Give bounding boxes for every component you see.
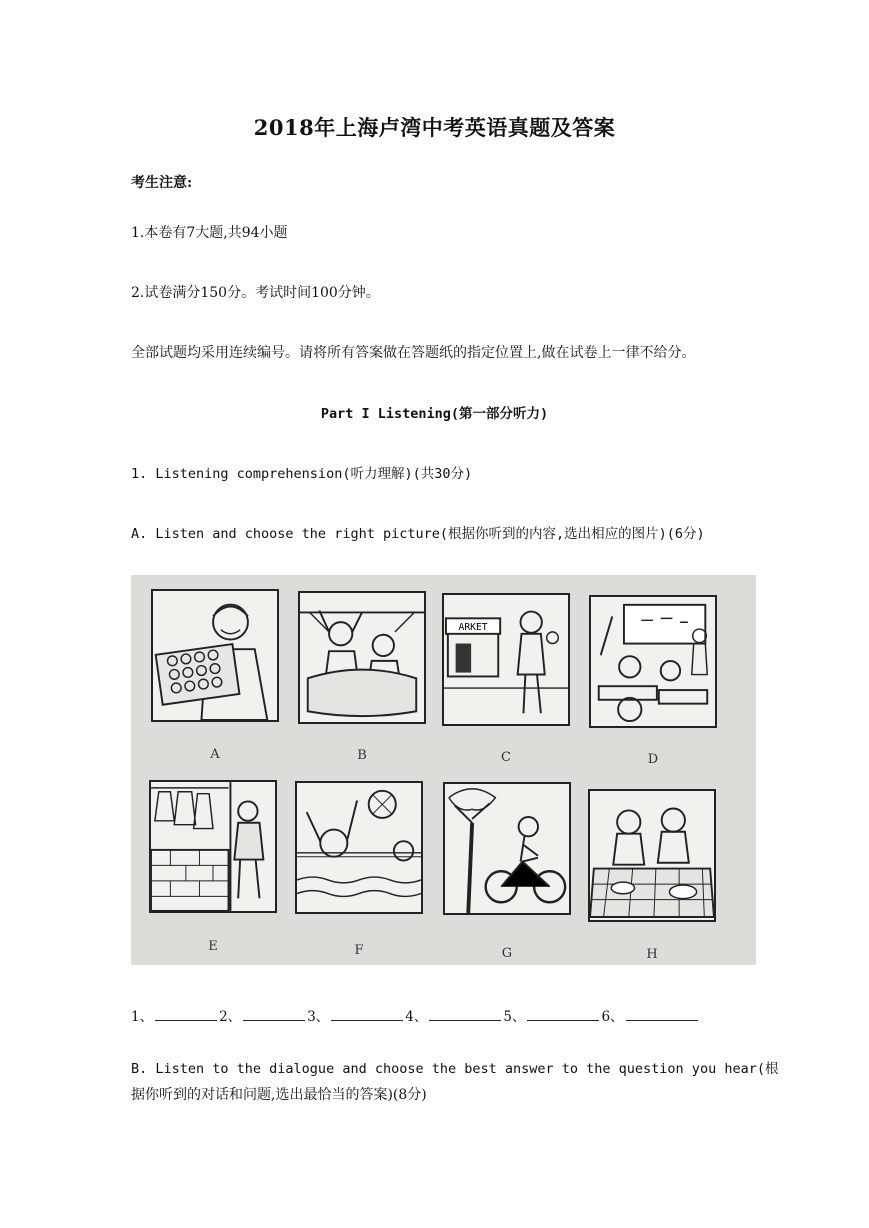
answer-number: 4、 xyxy=(405,1009,428,1025)
answer-number: 2、 xyxy=(219,1009,242,1025)
notice-heading: 考生注意: xyxy=(131,175,193,191)
section-b-heading-line-1: B. Listen to the dialogue and choose the best answer to the question you hear(根 xyxy=(131,1061,779,1077)
picture-d xyxy=(589,595,717,728)
picture-label-f: F xyxy=(354,943,364,958)
picture-grid xyxy=(131,575,756,965)
picture-e xyxy=(149,780,277,913)
picture-f xyxy=(295,781,423,914)
page-title: 2018年上海卢湾中考英语真题及答案 xyxy=(253,115,616,140)
note-1: 1.本卷有7大题,共94小题 xyxy=(131,225,288,241)
picture-label-g: G xyxy=(501,946,513,961)
picture-label-d: D xyxy=(647,752,659,767)
picture-h xyxy=(588,789,716,922)
section-b-heading-line-2: 据你听到的对话和问题,选出最恰当的答案)(8分) xyxy=(131,1087,427,1103)
picture-g xyxy=(443,782,571,915)
answer-blank-2[interactable] xyxy=(243,1008,305,1021)
answer-number: 5、 xyxy=(503,1009,526,1025)
section-a-heading: A. Listen and choose the right picture(根据你听到的内容,选出相应的图片)(6分) xyxy=(131,526,705,542)
note-3: 全部试题均采用连续编号。请将所有答案做在答题纸的指定位置上,做在试卷上一律不给分。 xyxy=(131,345,696,361)
picture-c xyxy=(442,593,570,726)
picture-label-e: E xyxy=(208,939,218,954)
section-1-heading: 1. Listening comprehension(听力理解)(共30分) xyxy=(131,466,473,482)
answer-number: 1、 xyxy=(131,1009,154,1025)
picture-label-h: H xyxy=(646,947,658,962)
answer-blank-5[interactable] xyxy=(527,1008,599,1021)
answer-blanks xyxy=(131,1005,700,1025)
answer-blank-1[interactable] xyxy=(155,1008,217,1021)
answer-blank-4[interactable] xyxy=(429,1008,501,1021)
picture-b xyxy=(298,591,426,724)
answer-number: 3、 xyxy=(307,1009,330,1025)
answer-number: 6、 xyxy=(601,1009,624,1025)
picture-label-b: B xyxy=(357,748,367,763)
note-2: 2.试卷满分150分。考试时间100分钟。 xyxy=(131,285,380,301)
picture-label-c: C xyxy=(501,750,511,765)
market-sign: ARKET xyxy=(458,621,488,633)
picture-a xyxy=(151,589,279,722)
picture-label-a: A xyxy=(210,747,220,762)
answer-blank-6[interactable] xyxy=(626,1008,698,1021)
answer-blank-3[interactable] xyxy=(331,1008,403,1021)
part-heading: Part I Listening(第一部分听力) xyxy=(320,406,549,422)
